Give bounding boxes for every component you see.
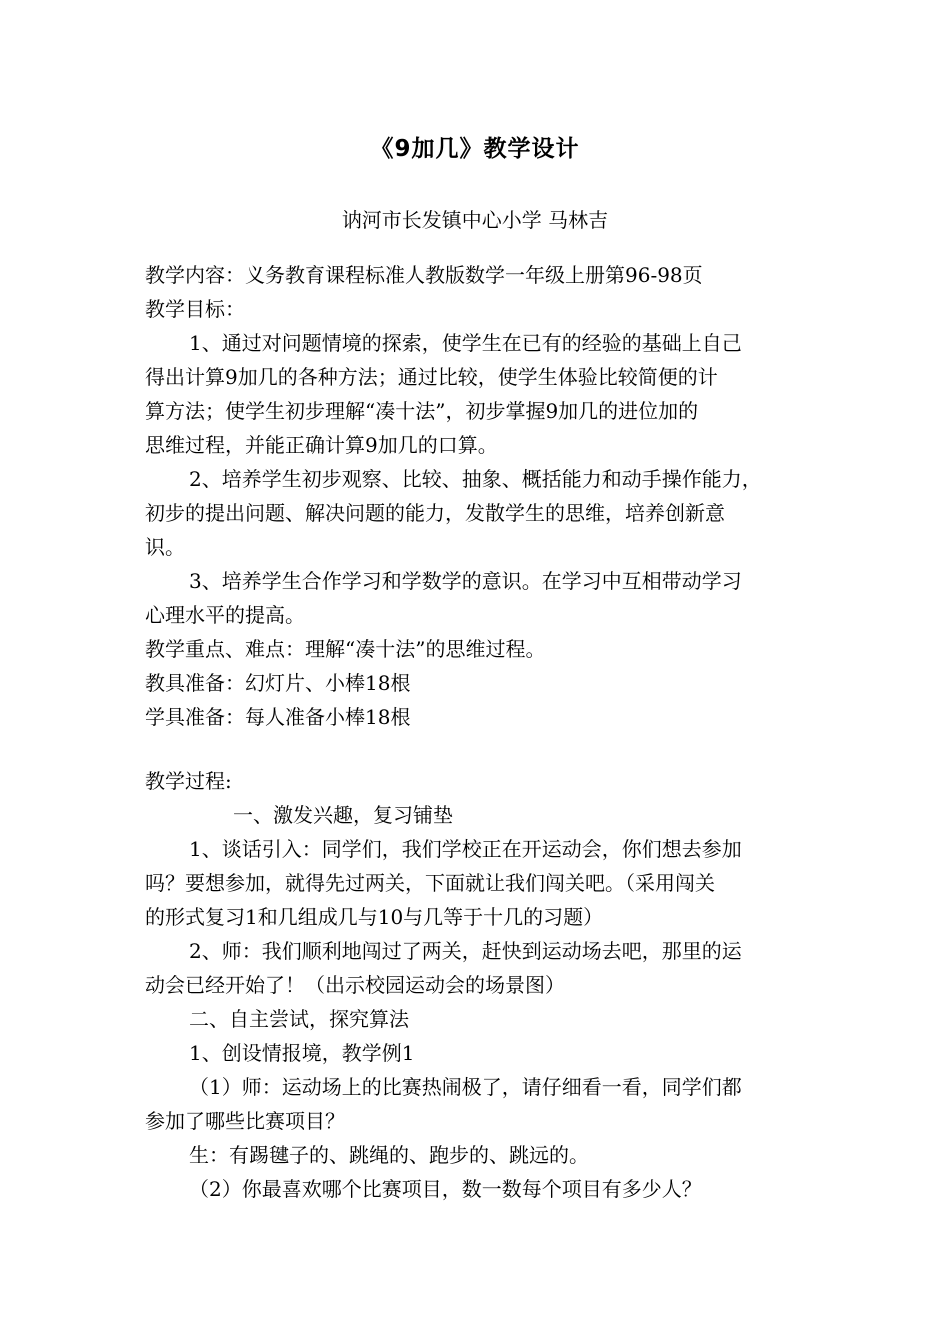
- key-points: 教学重点、难点：理解“凑十法”的思维过程。: [145, 637, 546, 661]
- teacher-materials: 教具准备：幻灯片、小棒18根: [145, 671, 411, 695]
- spacer: [145, 734, 815, 764]
- section-heading: 二、自主尝试，探究算法: [189, 1007, 409, 1031]
- paragraph-line: （2）你最喜欢哪个比赛项目，数一数每个项目有多少人？: [189, 1177, 702, 1201]
- teaching-process-heading: 教学过程:: [145, 769, 232, 793]
- author-line: 讷河市长发镇中心小学 马林吉: [341, 208, 609, 232]
- paragraph-line: 思维过程，并能正确计算9加几的口算。: [145, 433, 498, 457]
- paragraph-line: 1、谈话引入：同学们，我们学校正在开运动会，你们想去参加: [189, 837, 742, 861]
- teaching-content: 教学内容：义务教育课程标准人教版数学一年级上册第96-98页: [145, 263, 703, 287]
- paragraph-line: 2、培养学生初步观察、比较、抽象、概括能力和动手操作能力，: [189, 467, 762, 491]
- paragraph-line: （1）师：运动场上的比赛热闹极了，请仔细看一看，同学们都: [189, 1075, 742, 1099]
- paragraph-line: 得出计算9加几的各种方法；通过比较，使学生体验比较简便的计: [145, 365, 718, 389]
- document-title: 《9加几》教学设计: [370, 136, 580, 162]
- paragraph-line: 初步的提出问题、解决问题的能力，发散学生的思维，培养创新意: [145, 501, 725, 525]
- paragraph-line: 识。: [145, 535, 185, 559]
- paragraph-line: 动会已经开始了！（出示校园运动会的场景图）: [145, 973, 565, 997]
- paragraph-line: 算方法；使学生初步理解“凑十法”，初步掌握9加几的进位加的: [145, 399, 699, 423]
- section-heading: 一、激发兴趣，复习铺垫: [233, 803, 453, 827]
- student-materials: 学具准备：每人准备小棒18根: [145, 705, 411, 729]
- paragraph-line: 生：有踢毽子的、跳绳的、跑步的、跳远的。: [189, 1143, 589, 1167]
- paragraph-line: 参加了哪些比赛项目？: [145, 1109, 345, 1133]
- document-body: [145, 258, 815, 1206]
- paragraph-line: 1、通过对问题情境的探索，使学生在已有的经验的基础上自己: [189, 331, 742, 355]
- paragraph-line: 3、培养学生合作学习和学数学的意识。在学习中互相带动学习: [189, 569, 742, 593]
- paragraph-line: 吗？要想参加，就得先过两关，下面就让我们闯关吧。（采用闯关: [145, 871, 715, 895]
- paragraph-line: 心理水平的提高。: [145, 603, 305, 627]
- paragraph-line: 1、创设情报境，教学例1: [189, 1041, 415, 1065]
- paragraph-line: 的形式复习1和几组成几与10与几等于十几的习题）: [145, 905, 604, 929]
- paragraph-line: 2、师：我们顺利地闯过了两关，赶快到运动场去吧，那里的运: [189, 939, 742, 963]
- teaching-goals-heading: 教学目标：: [145, 297, 245, 321]
